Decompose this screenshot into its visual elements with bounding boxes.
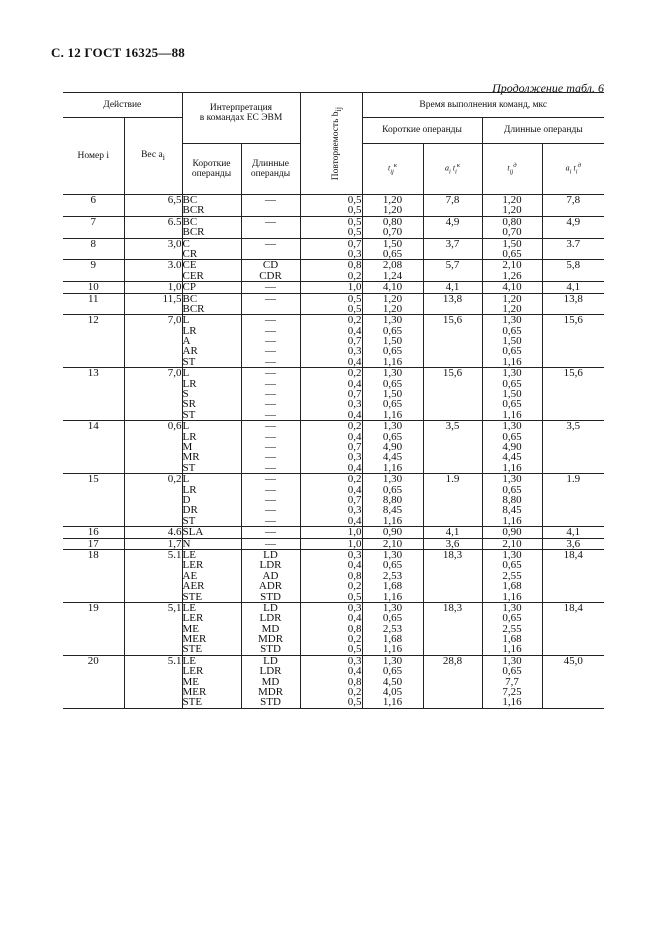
short-time-values: 1,20 1,20 [362,293,423,315]
long-time-values: 1,30 0,65 2,55 1,68 1,16 [482,602,542,655]
row-number: 16 [63,527,124,538]
header-number: Номер i [63,118,124,195]
header-interpretation: Интерпретация в командах ЕС ЭВМ [182,93,300,144]
page-header: С. 12 ГОСТ 16325—88 [51,45,185,60]
table-row [63,527,604,538]
long-time-values: 1,30 0,65 8,80 8,45 1,16 [482,474,542,527]
row-weight: 0,2 [124,474,182,527]
long-operand-commands: CD CDR [241,260,300,282]
command-weights-table [63,92,604,709]
header-exec-time: Время выполнения команд, мкс [362,93,604,118]
short-weighted-sum: 28,8 [423,655,482,708]
short-weighted-sum: 3,6 [423,538,482,549]
repeatability-values: 0,7 0,3 [300,238,362,260]
long-operand-commands: — [241,216,300,238]
short-time-values: 1,30 0,65 1,50 0,65 1,16 [362,315,423,368]
long-time-values: 1,30 0,65 7,7 7,25 1,16 [482,655,542,708]
row-weight: 3,0 [124,238,182,260]
long-weighted-sum: 18,4 [542,549,604,602]
long-time-values: 0,90 [482,527,542,538]
long-weighted-sum: 15,6 [542,368,604,421]
row-weight: 5,1 [124,602,182,655]
row-number: 13 [63,368,124,421]
table-continuation-label: Продолжение табл. 6 [492,81,604,95]
row-weight: 11,5 [124,293,182,315]
long-operand-commands: — [241,538,300,549]
long-operand-commands: LD LDR MD MDR STD [241,602,300,655]
long-operand-commands: — — — — — [241,315,300,368]
short-time-values: 1,30 0,65 4,50 4,05 1,16 [362,655,423,708]
long-operand-commands: — — — — — [241,474,300,527]
long-weighted-sum: 4,1 [542,282,604,293]
repeatability-values: 0,5 0,5 [300,293,362,315]
long-time-values: 1,30 0,65 2,55 1,68 1,16 [482,549,542,602]
table-row [63,315,604,368]
row-number: 18 [63,549,124,602]
table-row [63,195,604,217]
row-weight: 1,7 [124,538,182,549]
repeatability-values: 1,0 [300,527,362,538]
short-operand-commands: L LR A AR ST [182,315,241,368]
short-weighted-sum: 3,5 [423,421,482,474]
long-time-values: 1,30 0,65 4,90 4,45 1,16 [482,421,542,474]
short-time-values: 2,08 1,24 [362,260,423,282]
short-weighted-sum: 4,1 [423,527,482,538]
long-operand-commands: — [241,195,300,217]
short-time-values: 2,10 [362,538,423,549]
repeatability-values: 0,2 0,4 0,7 0,3 0,4 [300,421,362,474]
row-number: 8 [63,238,124,260]
long-time-values: 1,50 0,65 [482,238,542,260]
table-row [63,602,604,655]
table-row [63,293,604,315]
short-time-values: 1,50 0,65 [362,238,423,260]
long-weighted-sum: 3,5 [542,421,604,474]
row-number: 11 [63,293,124,315]
header-t-short: $t_{ij}^к$ [362,144,423,195]
row-weight: 1,0 [124,282,182,293]
row-weight: 6.5 [124,216,182,238]
long-weighted-sum: 4,1 [542,527,604,538]
repeatability-values: 1,0 [300,282,362,293]
repeatability-values: 0,5 0,5 [300,195,362,217]
long-time-values: 0,80 0,70 [482,216,542,238]
short-time-values: 4,10 [362,282,423,293]
table-row [63,655,604,708]
short-weighted-sum: 18,3 [423,602,482,655]
short-operand-commands: BC BCR [182,195,241,217]
short-operand-commands: BC BCR [182,293,241,315]
long-weighted-sum: 1.9 [542,474,604,527]
long-weighted-sum: 4,9 [542,216,604,238]
repeatability-values: 0,3 0,4 0,8 0,2 0,5 [300,549,362,602]
long-time-values: 1,30 0,65 1,50 0,65 1,16 [482,315,542,368]
row-number: 7 [63,216,124,238]
repeatability-values: 0,2 0,4 0,7 0,3 0,4 [300,315,362,368]
table-body [63,195,604,709]
header-repeatability: Повторяемость $b_{ij}$ [300,93,362,195]
long-weighted-sum: 3,6 [542,538,604,549]
long-time-values: 1,20 1,20 [482,195,542,217]
long-weighted-sum: 15,6 [542,315,604,368]
short-time-values: 1,20 1,20 [362,195,423,217]
row-weight: 4.6 [124,527,182,538]
short-weighted-sum: 5,7 [423,260,482,282]
short-operand-commands: SLA [182,527,241,538]
long-weighted-sum: 7,8 [542,195,604,217]
table-row [63,260,604,282]
short-time-values: 1,30 0,65 1,50 0,65 1,16 [362,368,423,421]
repeatability-values: 0,2 0,4 0,7 0,3 0,4 [300,368,362,421]
short-weighted-sum: 4,9 [423,216,482,238]
short-weighted-sum: 4,1 [423,282,482,293]
header-ai-ti-short: $a_i$ $t_i^к$ [423,144,482,195]
short-weighted-sum: 15,6 [423,368,482,421]
short-time-values: 1,30 0,65 2,53 1,68 1,16 [362,602,423,655]
table-row [63,421,604,474]
short-operand-commands: N [182,538,241,549]
table-row [63,368,604,421]
row-weight: 7,0 [124,315,182,368]
header-short-operands-time: Короткие операнды [362,118,482,144]
header-short-operands: Короткие операнды [182,144,241,195]
long-weighted-sum: 45,0 [542,655,604,708]
header-long-operands: Длинные операнды [241,144,300,195]
long-operand-commands: — [241,238,300,260]
long-weighted-sum: 18,4 [542,602,604,655]
short-weighted-sum: 18,3 [423,549,482,602]
long-operand-commands: LD LDR AD ADR STD [241,549,300,602]
row-weight: 5.1 [124,655,182,708]
short-weighted-sum: 15,6 [423,315,482,368]
row-weight: 5.1 [124,549,182,602]
long-operand-commands: LD LDR MD MDR STD [241,655,300,708]
table-row [63,238,604,260]
header-action: Действие [63,93,182,118]
long-weighted-sum: 13,8 [542,293,604,315]
row-number: 17 [63,538,124,549]
row-number: 9 [63,260,124,282]
row-weight: 6,5 [124,195,182,217]
short-time-values: 1,30 0,65 4,90 4,45 1,16 [362,421,423,474]
short-weighted-sum: 3,7 [423,238,482,260]
short-operand-commands: LE LER AE AER STE [182,549,241,602]
row-number: 15 [63,474,124,527]
long-time-values: 1,30 0,65 1,50 0,65 1,16 [482,368,542,421]
repeatability-values: 0,5 0,5 [300,216,362,238]
header-long-operands-time: Длинные операнды [482,118,604,144]
repeatability-values: 1,0 [300,538,362,549]
header-weight: Вес $a_i$ [124,118,182,195]
short-weighted-sum: 7,8 [423,195,482,217]
row-number: 14 [63,421,124,474]
short-time-values: 0,80 0,70 [362,216,423,238]
table-row [63,549,604,602]
row-number: 12 [63,315,124,368]
short-operand-commands: LE LER ME MER STE [182,655,241,708]
repeatability-values: 0,2 0,4 0,7 0,3 0,4 [300,474,362,527]
table-row [63,538,604,549]
row-number: 10 [63,282,124,293]
short-time-values: 1,30 0,65 8,80 8,45 1,16 [362,474,423,527]
repeatability-values: 0,8 0,2 [300,260,362,282]
short-time-values: 0,90 [362,527,423,538]
row-weight: 3.0 [124,260,182,282]
row-number: 20 [63,655,124,708]
short-operand-commands: BC BCR [182,216,241,238]
repeatability-values: 0,3 0,4 0,8 0,2 0,5 [300,655,362,708]
short-operand-commands: L LR D DR ST [182,474,241,527]
long-operand-commands: — [241,293,300,315]
row-weight: 0,6 [124,421,182,474]
row-weight: 7,0 [124,368,182,421]
long-weighted-sum: 3.7 [542,238,604,260]
short-operand-commands: LE LER ME MER STE [182,602,241,655]
header-ai-ti-long: $a_i$ $t_i^д$ [542,144,604,195]
table-row [63,282,604,293]
long-time-values: 1,20 1,20 [482,293,542,315]
short-operand-commands: L LR S SR ST [182,368,241,421]
short-weighted-sum: 13,8 [423,293,482,315]
long-time-values: 2,10 [482,538,542,549]
long-operand-commands: — — — — — [241,368,300,421]
long-operand-commands: — [241,282,300,293]
short-operand-commands: C CR [182,238,241,260]
long-weighted-sum: 5,8 [542,260,604,282]
long-time-values: 2,10 1,26 [482,260,542,282]
short-time-values: 1,30 0,65 2,53 1,68 1,16 [362,549,423,602]
table-row [63,474,604,527]
short-operand-commands: CP [182,282,241,293]
short-weighted-sum: 1.9 [423,474,482,527]
header-t-long: $t_{ij}^д$ [482,144,542,195]
row-number: 6 [63,195,124,217]
table-row [63,216,604,238]
row-number: 19 [63,602,124,655]
long-operand-commands: — — — — — [241,421,300,474]
short-operand-commands: L LR M MR ST [182,421,241,474]
short-operand-commands: CE CER [182,260,241,282]
long-operand-commands: — [241,527,300,538]
repeatability-values: 0,3 0,4 0,8 0,2 0,5 [300,602,362,655]
long-time-values: 4,10 [482,282,542,293]
